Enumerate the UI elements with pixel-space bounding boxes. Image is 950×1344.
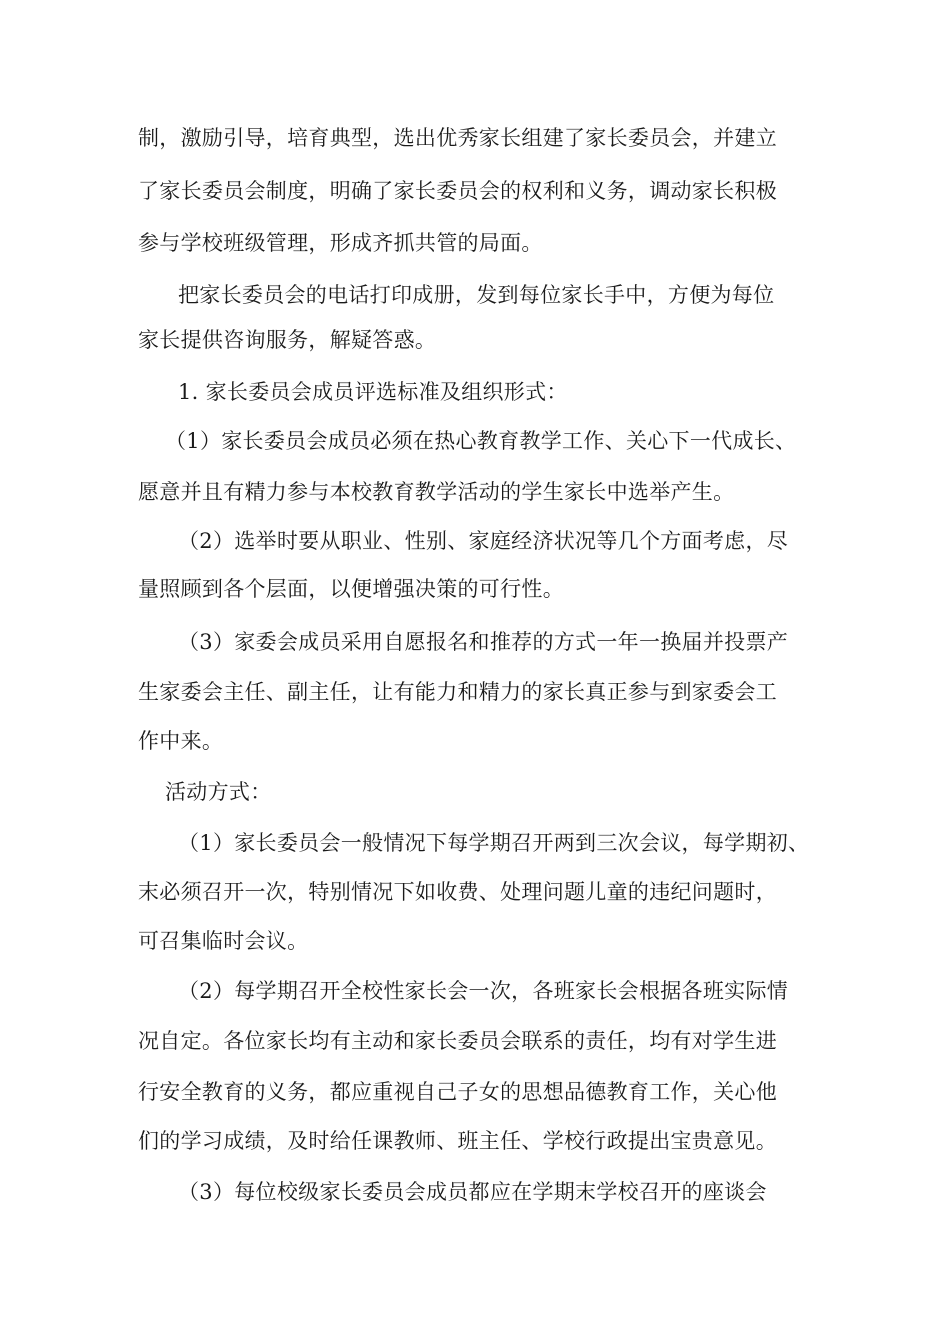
text-line: 行安全教育的义务，都应重视自己子女的思想品德教育工作，关心他 — [138, 1080, 777, 1104]
text-line: 况自定。各位家长均有主动和家长委员会联系的责任，均有对学生进 — [138, 1029, 777, 1053]
text-line: 了家长委员会制度，明确了家长委员会的权利和义务，调动家长积极 — [138, 179, 777, 203]
text-line: 制，激励引导，培育典型，选出优秀家长组建了家长委员会，并建立 — [138, 126, 777, 150]
text-line: （3）每位校级家长委员会成员都应在学期末学校召开的座谈会 — [178, 1180, 767, 1204]
text-line: 愿意并且有精力参与本校教育教学活动的学生家长中选举产生。 — [138, 480, 735, 504]
text-line: （2）选举时要从职业、性别、家庭经济状况等几个方面考虑，尽 — [178, 529, 789, 553]
text-line: 作中来。 — [138, 729, 224, 753]
text-line: 家长提供咨询服务，解疑答惑。 — [138, 328, 437, 352]
text-line: 量照顾到各个层面，以便增强决策的可行性。 — [138, 577, 564, 601]
text-line: 活动方式： — [165, 780, 272, 804]
text-line: 参与学校班级管理，形成齐抓共管的局面。 — [138, 231, 543, 255]
text-line: （1）家长委员会成员必须在热心教育教学工作、关心下一代成长、 — [165, 429, 797, 453]
text-line: 1. 家长委员会成员评选标准及组织形式： — [178, 380, 568, 404]
text-line: （3）家委会成员采用自愿报名和推荐的方式一年一换届并投票产 — [178, 630, 789, 654]
text-line: 生家委会主任、副主任，让有能力和精力的家长真正参与到家委会工 — [138, 680, 777, 704]
text-line: 末必须召开一次，特别情况下如收费、处理问题儿童的违纪问题时， — [138, 880, 777, 904]
text-line: 把家长委员会的电话打印成册，发到每位家长手中，方便为每位 — [178, 283, 775, 307]
text-line: （1）家长委员会一般情况下每学期召开两到三次会议，每学期初、 — [178, 831, 810, 855]
text-line: 可召集临时会议。 — [138, 929, 309, 953]
text-line: 们的学习成绩，及时给任课教师、班主任、学校行政提出宝贵意见。 — [138, 1129, 777, 1153]
text-line: （2）每学期召开全校性家长会一次，各班家长会根据各班实际情 — [178, 979, 789, 1003]
